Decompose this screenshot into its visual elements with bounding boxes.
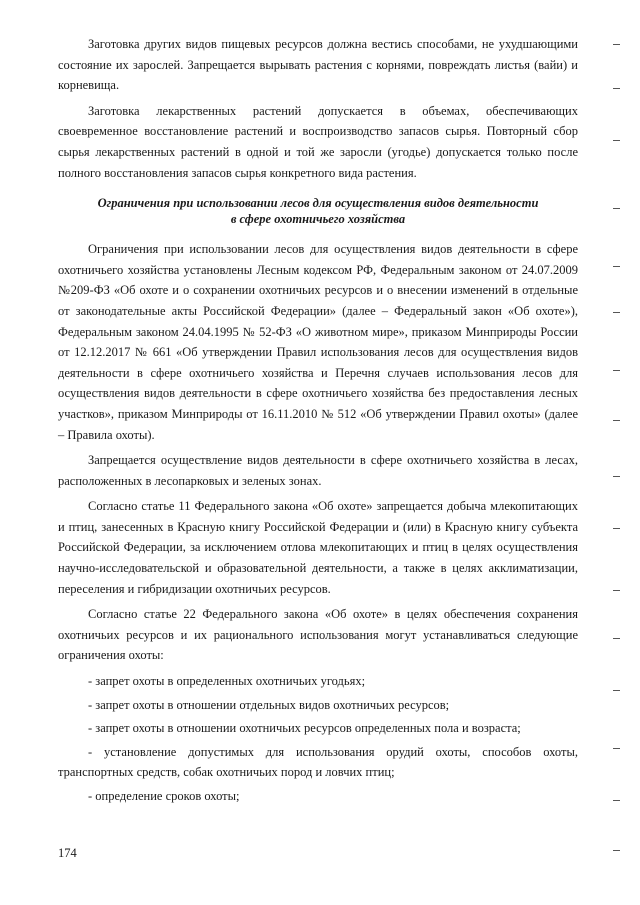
section-heading [58,195,578,227]
section-heading-line: в сфере охотничьего хозяйства [230,212,406,227]
section-heading-line: Ограничения при использовании лесов для осуществления видов деятельности [97,196,539,211]
paragraph: Заготовка лекарственных растений допускается в объемах, обеспечивающих своевременное восстановление растений и воспроизводство запасов сырья. Повторный сбор сырья лекарственных растений в одной и той же заросли (угодье) допускается только после полного восстановления запасов сырья конкретного вида растения. [58,103,578,180]
paragraph: Заготовка других видов пищевых ресурсов должна вестись способами, не ухудшающими состояние их зарослей. Запрещается вырывать растения с корнями, повреждать листья (вайи) и корневища. [58,37,578,93]
paragraph: Согласно статье 22 Федерального закона «Об охоте» в целях обеспечения сохранения охотничьих ресурсов и их рационального использования могут устанавливаться следующие ограничения охоты: [58,607,578,663]
paragraph: Запрещается осуществление видов деятельности в сфере охотничьего хозяйства в лесах, расположенных в лесопарковых и зеленых зонах. [58,453,578,488]
list-item: - установление допустимых для использования орудий охоты, способов охоты, транспортных средств, собак охотничьих пород и ловчих птиц; [58,744,578,780]
list-item: - запрет охоты в определенных охотничьих угодьях; [88,674,366,689]
list-item: - запрет охоты в отношении отдельных видов охотничьих ресурсов; [88,697,450,712]
list-item: - определение сроков охоты; [88,789,240,803]
list-item: - запрет охоты в отношении охотничьих ресурсов определенных пола и возраста; [88,721,521,736]
scan-margin-marks [610,30,620,890]
page-number: 174 [58,846,77,860]
document-page [58,34,578,810]
paragraph: Ограничения при использовании лесов для осуществления видов деятельности в сфере охотничьего хозяйства установлены Лесным кодексом РФ, Федеральным законом от 24.07.2009 №209-ФЗ «Об охоте и о сохранении охотничьих ресурсов и о внесении изменений в отдельные от законодательные акты Российской Федерации» (далее – Федеральный закон «Об охоте»), Федеральным законом 24.04.1995 № 52-ФЗ «О животном мире», приказом Минприроды России от 12.12.2017 № 661 «Об утверждении Правил использования лесов для осуществления видов деятельности в сфере охотничьего хозяйства и Перечня случаев использования лесов для осуществления видов деятельности в сфере охотничьего хозяйства без предоставления лесных участков», приказом Минприроды от 16.11.2010 № 512 «Об утверждении Правил охоты» (далее – Правила охоты). [58,242,578,442]
paragraph: Согласно статье 11 Федерального закона «Об охоте» запрещается добыча млекопитающих и птиц, занесенных в Красную книгу Российской Федерации и (или) в Красную книгу субъекта Российской Федерации, за исключением отлова млекопитающих и птиц в целях осуществления научно-исследовательской и образовательной деятельности, а также в целях акклиматизации, переселения и гибридизации охотничьих ресурсов. [58,499,578,596]
